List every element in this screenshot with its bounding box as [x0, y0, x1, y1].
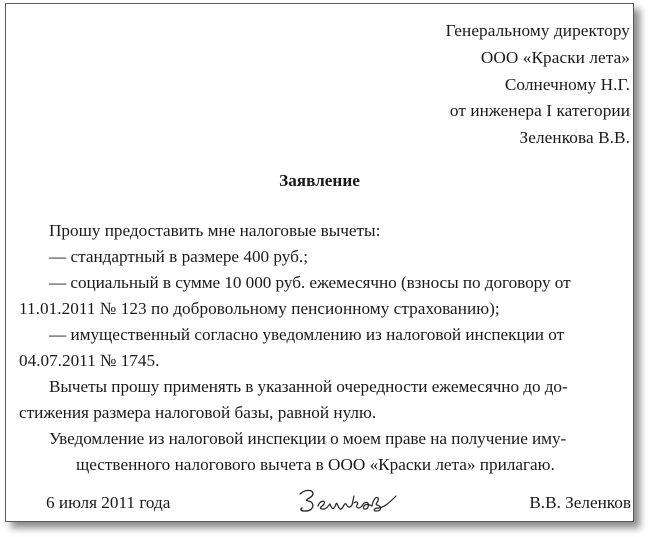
- addressee-line: Генеральному директору: [445, 21, 630, 40]
- body-line: стижения размера налоговой базы, равной нулю.: [19, 403, 377, 422]
- body-line: щественного налогового вычета в ООО «Краски лета» прилагаю.: [76, 455, 555, 474]
- body-line: Вычеты прошу применять в указанной очередности ежемесячно до до-: [49, 377, 568, 396]
- body-line: 04.07.2011 № 1745.: [19, 351, 160, 370]
- handwritten-signature: [296, 484, 406, 520]
- application-document: [5, 3, 634, 522]
- body-line: 11.01.2011 № 123 по добровольному пенсионному страхованию);: [19, 299, 500, 318]
- signer-name: В.В. Зеленков: [529, 493, 631, 512]
- document-date: 6 июля 2011 года: [46, 493, 171, 512]
- document-title: Заявление: [279, 171, 360, 190]
- addressee-line: Солнечному Н.Г.: [504, 74, 630, 94]
- body-line: Прошу предоставить мне налоговые вычеты:: [49, 221, 381, 240]
- body-line: — стандартный в размере 400 руб.;: [49, 247, 308, 266]
- body-line: Уведомление из налоговой инспекции о моем праве на получение иму-: [49, 429, 567, 448]
- body-line: — имущественный согласно уведомлению из налоговой инспекции от: [49, 325, 565, 344]
- addressee-line: ООО «Краски лета»: [480, 47, 630, 67]
- addressee-block: [230, 18, 633, 152]
- addressee-line: от инженера I категории: [449, 101, 630, 121]
- addressee-line: Зеленкова В.В.: [519, 128, 630, 148]
- body-line: — социальный в сумме 10 000 руб. ежемесячно (взносы по договору от: [49, 273, 571, 292]
- signature-row: [6, 490, 635, 518]
